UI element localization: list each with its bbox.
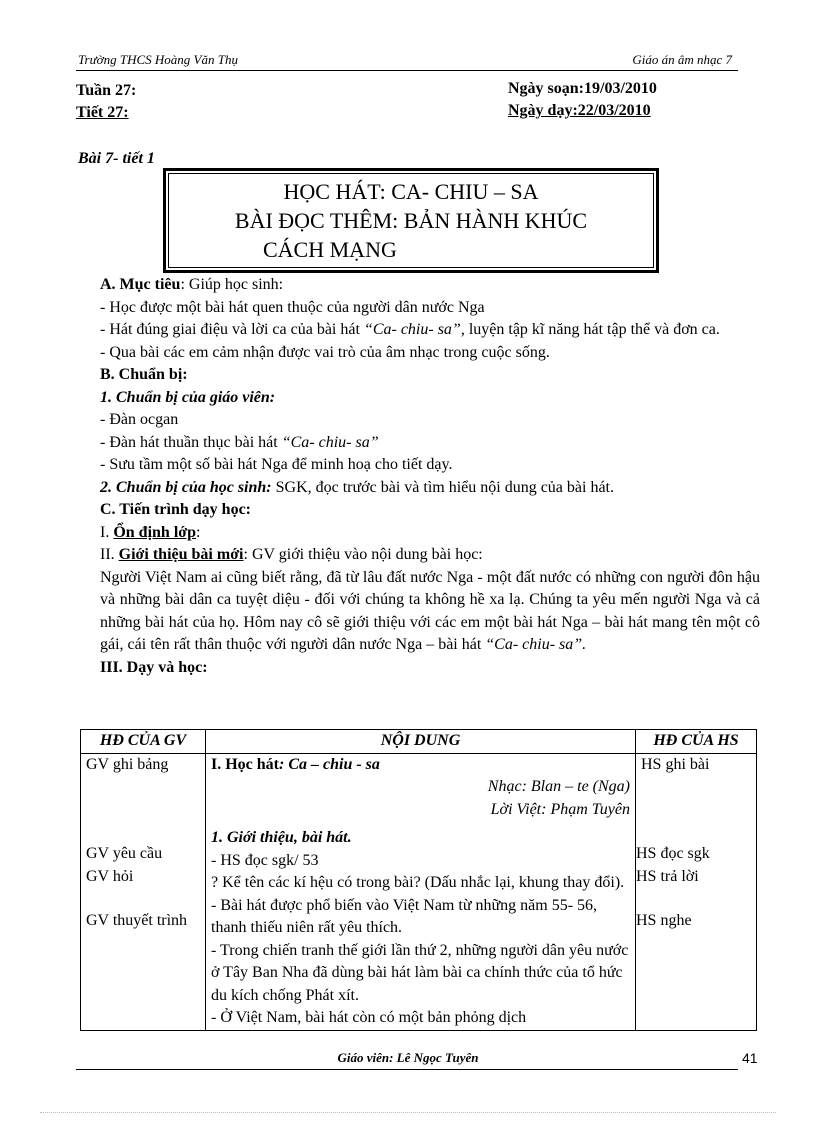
part-1: I. Ổn định lớp: [100,523,201,541]
header-subject: Giáo án âm nhạc 7 [632,52,732,67]
period-label: Tiết 27: [76,104,129,121]
header-hs: HĐ CỦA HS [636,730,757,754]
section-a-title: A. Mục tiêu: Giúp học sinh: [100,276,284,293]
teach-date: Ngày dạy:22/03/2010 [508,102,651,119]
teacher-prep-heading: 1. Chuẩn bị của giáo viên: [100,388,276,406]
page-number: 41 [742,1050,758,1066]
part-3-heading: III. Dạy và học: [100,658,208,676]
intro-paragraph: Người Việt Nam ai cũng biết rằng, đã từ lâu đất nước Nga - một đất nước có những con người đôn hậu và những bài dân ca tuyệt diệu - đối với chúng ta không hề xa lạ. Chúng ta yêu mến người Nga và cả những bài hát của họ. Hôm nay cô sẽ giới thiệu với các em một bài hát Nga – bài hát mang tên một cô gái, cái tên rất thân thuộc với người dân nước Nga – bài hát “Ca- chiu- sa”. [100,568,760,653]
teacher-prep-item: - Đàn ocgan [100,411,179,428]
header-content: NỘI DUNG [206,730,636,754]
subheading: 1. Giới thiệu, bài hát. [211,829,352,846]
header-school: Trường THCS Hoàng Văn Thụ [78,52,238,67]
objective-item: - Học được một bài hát quen thuộc của người dân nước Nga [100,298,485,316]
hs-cell: HS ghi bài [636,753,757,1030]
content-cell: I. Học hát: Ca – chiu - sa Nhạc: Blan – te (Nga) Lời Việt: Phạm Tuyên 1. Giới thiệu, bài hát. - HS đọc sgk/ 53 ? Kể tên các kí hệu có trong bài? (Dấu nhắc lại, khung thay đổi). - Bài hát được phổ biến vào Việt Nam từ những năm 55- 56, thanh thiếu niên rất yêu thích. - Trong chiến tranh thế giới lần thứ 2, những người dân yêu nước ở Tây Ban Nha đã dùng bài hát làm bài ca chính thức của tổ hức du kích chống Phát xít. - Ở Việt Nam, bài hát còn có một bản phỏng dịch [206,753,636,1030]
gv-cell: GV ghi bảng [81,753,206,1030]
part-2: II. Giới thiệu bài mới: GV giới thiệu vào nội dung bài học: [100,546,483,563]
hs-activity-list: HS đọc sgk HS trả lời HS nghe [636,845,710,929]
objective-item: - Qua bài các em cảm nhận được vai trò của âm nhạc trong cuộc sống. [100,343,550,361]
lesson-body [100,274,760,679]
section-b-heading: B. Chuẩn bị: [100,366,188,383]
title-line-1: HỌC HÁT: CA- CHIU – SA [283,179,539,204]
section-c-heading: C. Tiến trình dạy học: [100,501,251,518]
prep-date: Ngày soạn:19/03/2010 [508,80,657,97]
footer-teacher: Giáo viên: Lê Ngọc Tuyên [337,1050,479,1065]
title-line-3: CÁCH MẠNG [263,237,397,262]
section-a-heading: A. Mục tiêu [100,276,181,293]
header-divider [76,70,738,71]
teacher-prep-item: - Đàn hát thuần thục bài hát “Ca- chiu- sa” [100,433,379,451]
lesson-label: Bài 7- tiết 1 [78,150,155,167]
music-credit: Nhạc: Blan – te (Nga) [487,778,630,795]
objective-item: - Hát đúng giai điệu và lời ca của bài hát “Ca- chiu- sa”, luyện tập kĩ năng hát tập thể và đơn ca. [100,321,720,338]
week-label: Tuần 27: [76,82,137,99]
header-gv: HĐ CỦA GV [81,730,206,754]
teacher-prep-item: - Sưu tầm một số bài hát Nga để minh hoạ cho tiết dạy. [100,456,453,473]
student-prep: 2. Chuẩn bị của học sinh: SGK, đọc trước bài và tìm hiểu nội dung của bài hát. [100,478,614,496]
title-box [168,173,654,268]
lyrics-credit: Lời Việt: Phạm Tuyên [490,800,630,818]
footer-divider [76,1069,738,1070]
gv-activity-list: GV yêu cầu GV hỏi GV thuyết trình [86,845,188,929]
table-header-row [81,730,757,754]
page-edge [40,1112,776,1113]
title-line-2: BÀI ĐỌC THÊM: BẢN HÀNH KHÚC [234,208,588,233]
